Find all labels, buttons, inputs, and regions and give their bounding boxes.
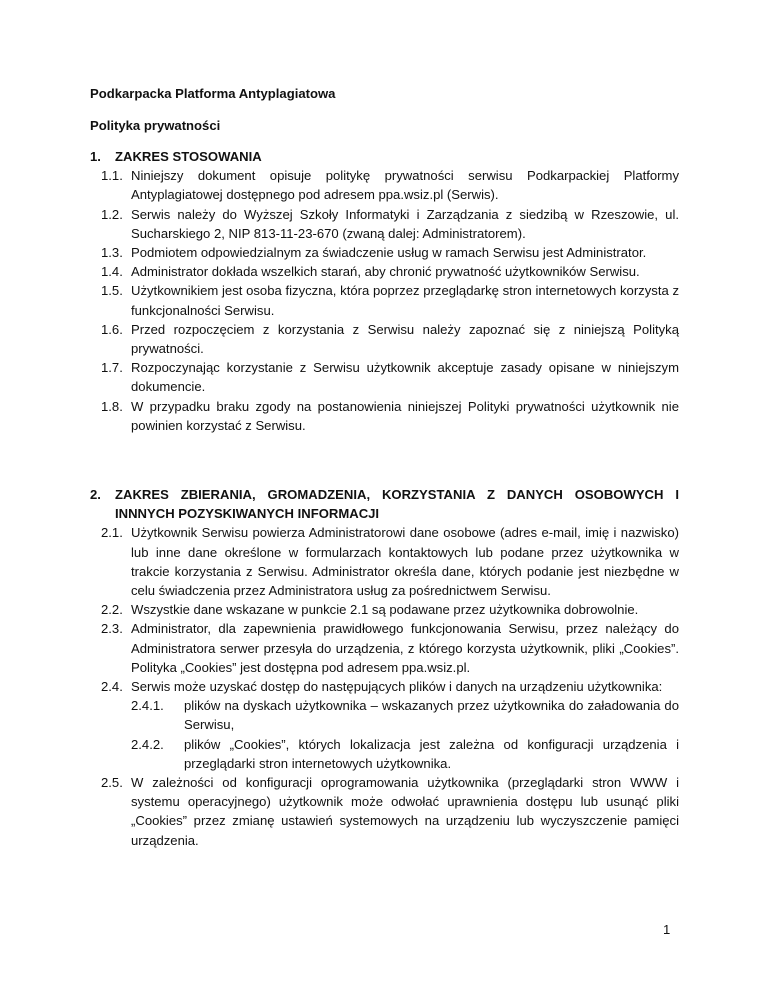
list-item bbox=[90, 600, 679, 619]
document-subtitle: Polityka prywatności bbox=[90, 118, 221, 133]
list-subitem bbox=[90, 735, 679, 773]
subitem-text: plików „Cookies”, których lokalizacja jest zależna od konfiguracji urządzenia i przeglądarki stron internetowych użytkownika. bbox=[184, 736, 679, 771]
item-number: 2.2. bbox=[101, 602, 123, 618]
list-item bbox=[90, 619, 679, 677]
section-number: 1. bbox=[90, 149, 101, 164]
list-item bbox=[90, 677, 679, 696]
list-item bbox=[90, 166, 679, 204]
item-number: 1.5. bbox=[101, 283, 123, 299]
item-number: 1.4. bbox=[101, 264, 123, 280]
list-item bbox=[90, 320, 679, 358]
section-scope bbox=[90, 147, 679, 435]
item-text: Podmiotem odpowiedzialnym za świadczenie usług w ramach Serwisu jest Administrator. bbox=[131, 245, 647, 261]
item-text: Administrator dokłada wszelkich starań, aby chronić prywatność użytkowników Serwisu. bbox=[131, 264, 640, 280]
list-subitem bbox=[90, 696, 679, 734]
item-number: 2.3. bbox=[101, 621, 123, 637]
item-text: Niniejszy dokument opisuje politykę prywatności serwisu Podkarpackiej Platformy Antyplagiatowej dostępnego pod adresem ppa.wsiz.pl (Serwis). bbox=[131, 168, 679, 203]
section-heading bbox=[90, 485, 679, 523]
section-heading-text: ZAKRES STOSOWANIA bbox=[115, 149, 262, 164]
list-item bbox=[90, 397, 679, 435]
list-item bbox=[90, 243, 679, 262]
item-number: 1.8. bbox=[101, 398, 123, 414]
subitem-number: 2.4.2. bbox=[131, 736, 164, 752]
item-text: Przed rozpoczęciem z korzystania z Serwisu należy zapoznać się z niniejszą Polityką prywatności. bbox=[131, 321, 679, 357]
item-text: Użytkownikiem jest osoba fizyczna, która poprzez przeglądarkę stron internetowych korzysta z funkcjonalności Serwisu. bbox=[131, 283, 679, 318]
item-number: 1.7. bbox=[101, 360, 123, 376]
section-heading bbox=[90, 147, 679, 166]
list-item bbox=[90, 358, 679, 396]
page-number: 1 bbox=[663, 922, 671, 937]
item-number: 1.1. bbox=[101, 168, 123, 184]
item-text: Wszystkie dane wskazane w punkcie 2.1 są podawane przez użytkownika dobrowolnie. bbox=[131, 602, 639, 618]
item-number: 1.2. bbox=[101, 206, 123, 222]
section-number: 2. bbox=[90, 487, 101, 502]
list-item bbox=[90, 523, 679, 600]
item-number: 2.4. bbox=[101, 679, 123, 695]
list-item bbox=[90, 205, 679, 243]
item-text: Administrator, dla zapewnienia prawidłowego funkcjonowania Serwisu, przez należący do Administratora serwer przesyła do urządzenia, z którego korzysta użytkownik, pliki „Cookies”. Polityka „Cookies” jest dostępna pod adresem ppa.wsiz.pl. bbox=[131, 621, 679, 675]
item-text: Serwis może uzyskać dostęp do następujących plików i danych na urządzeniu użytkownika: bbox=[131, 679, 663, 695]
document-title: Podkarpacka Platforma Antyplagiatowa bbox=[90, 86, 336, 101]
list-item bbox=[90, 773, 679, 850]
item-text: W przypadku braku zgody na postanowienia niniejszej Polityki prywatności użytkownik nie powinien korzystać z Serwisu. bbox=[131, 398, 679, 433]
subitem-text: plików na dyskach użytkownika – wskazanych przez użytkownika do załadowania do Serwisu, bbox=[184, 698, 679, 733]
section-heading-text: ZAKRES ZBIERANIA, GROMADZENIA, KORZYSTANIA Z DANYCH OSOBOWYCH I INNNYCH POZYSKIWANYCH INFORMACJI bbox=[115, 487, 679, 522]
item-text: Serwis należy do Wyższej Szkoły Informatyki i Zarządzania z siedzibą w Rzeszowie, ul. Sucharskiego 2, NIP 813-11-23-670 (zwaną dalej: Administratorem). bbox=[131, 206, 679, 241]
item-number: 2.1. bbox=[101, 525, 123, 541]
subitem-number: 2.4.1. bbox=[131, 698, 164, 714]
item-number: 2.5. bbox=[101, 775, 123, 791]
list-item bbox=[90, 262, 679, 281]
section-data-collection bbox=[90, 485, 679, 850]
item-number: 1.3. bbox=[101, 245, 123, 261]
item-text: W zależności od konfiguracji oprogramowania użytkownika (przeglądarki stron WWW i systemu operacyjnego) użytkownik może odwołać uprawnienia dostępu lub usunąć pliki „Cookies” przez zmianę ustawień systemowych na urządzeniu lub wyczyszczenie pamięci urządzenia. bbox=[131, 775, 679, 848]
item-text: Rozpoczynając korzystanie z Serwisu użytkownik akceptuje zasady opisane w niniejszym dokumencie. bbox=[131, 360, 679, 395]
list-item bbox=[90, 281, 679, 319]
item-number: 1.6. bbox=[101, 321, 123, 337]
item-text: Użytkownik Serwisu powierza Administratorowi dane osobowe (adres e-mail, imię i nazwisko) lub inne dane określone w formularzach kontaktowych lub podane przez użytkownika w trakcie korzystania z Serwisu. Administrator określa dane, których podanie jest niezbędne w celu świadczenia przez Administratora usług za pośrednictwem Serwisu. bbox=[131, 525, 679, 599]
